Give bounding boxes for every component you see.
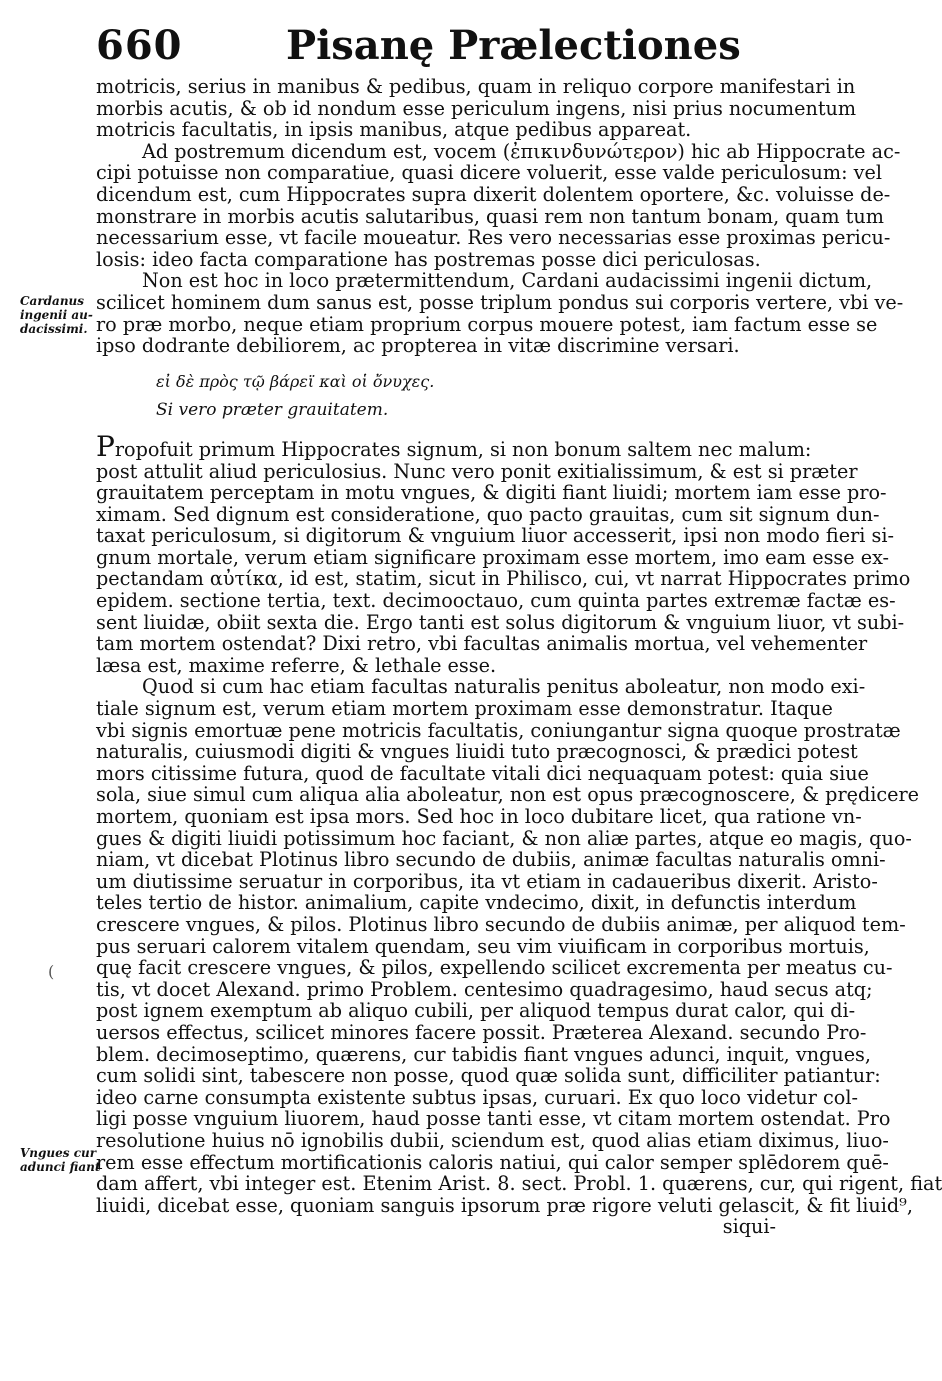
text-line: ipso dodrante debiliorem, ac propterea in vitæ discrimine versari. [96,334,740,358]
text-line: post ignem exemptum ab aliquo cubili, per aliquod tempus durat calor, qui di- [96,999,856,1023]
text-line: Non est hoc in loco prætermittendum, Cardani audacissimi ingenii dictum, [142,269,873,293]
text-line: pus seruari calorem vitalem quendam, seu vim viuificam in corporibus mortuis, [96,934,870,958]
text-line: rem esse effectum mortificationis caloris natiui, qui calor semper splēdorem quē- [96,1150,889,1174]
text-line: Quod si cum hac etiam facultas naturalis penitus aboleatur, non modo exi- [142,675,866,699]
text-line: ligi posse vnguium liuorem, haud posse tanti esse, vt citam mortem ostendat. Pro [96,1107,891,1131]
text-line: cum solidi sint, tabescere non posse, quod quæ solida sunt, difficiliter patiantur: [96,1064,881,1088]
text-line: tiale signum est, verum etiam mortem proximam esse demonstratur. Itaque [96,697,833,721]
paragraph-2 [96,139,901,271]
text-line: ro præ morbo, neque etiam proprium corpus mouere potest, iam factum esse se [96,312,878,336]
catchword: siqui- [722,1215,776,1239]
page-header [96,18,776,78]
text-line: scilicet hominem dum sanus est, posse triplum pondus sui corporis vertere, vbi ve- [96,290,904,314]
page-number: 660 [96,22,183,69]
text-line: mors citissime futura, quod de facultate vitali dici nequaquam potest: quia siue [96,761,869,785]
latin-lemma: Si vero præter grauitatem. [156,400,389,421]
paragraph-4 [96,429,911,677]
text-line: dicendum est, cum Hippocrates supra dixerit dolentem oportere, &c. voluisse de- [96,182,891,206]
text-line: cipi potuisse non comparatiue, quasi dicere voluerit, esse valde periculosum: vel [96,161,882,185]
text-line: resolutione huius nō ignobilis dubii, sciendum est, quod alias etiam diximus, liuo- [96,1128,889,1152]
margin-note-cardanus: Cardanus ingenii au-dacissimi. [20,294,93,336]
text-line: sola, siue simul cum aliqua alia aboleatur, non est opus præcognoscere, & prędicere [96,783,920,807]
stray-mark: ( [48,962,55,981]
text-line: epidem. sectione tertia, text. decimooctauo, cum quinta partes extremæ factæ es- [96,589,896,613]
text-line: naturalis, cuiusmodi digiti & vngues liuidi tuto præcognosci, & prædici potest [96,740,858,764]
text-line: ximam. Sed dignum est consideratione, quo pacto grauitas, cum sit signum dun- [96,502,880,526]
text-line: blem. decimoseptimo, quærens, cur tabidis fiant vngues adunci, inquit, vngues, [96,1042,872,1066]
text-line: mortem, quoniam est ipsa mors. Sed hoc in loco dubitare licet, qua ratione vn- [96,805,862,828]
text-line: niam, vt dicebat Plotinus libro secundo de dubiis, animæ facultas naturalis omni- [96,848,886,872]
text-line: Ad postremum dicendum est, vocem (ἐπικινδυνώτερον) hic ab Hippocrate ac- [142,139,901,163]
paragraph-5 [96,675,942,1217]
text-line-first [96,429,812,463]
main-text [96,75,942,1239]
drop-initial: P [96,429,115,463]
text-line: uersos effectus, scilicet minores facere possit. Præterea Alexand. secundo Pro- [96,1020,867,1044]
text-line: crescere vngues, & pilos. Plotinus libro secundo de dubiis animæ, per aliquod tem- [96,912,906,936]
text-line: motricis facultatis, in ipsis manibus, atque pedibus appareat. [96,118,692,142]
text-line: gues & digiti liuidi potissimum hoc faciant, & non aliæ partes, atque eo magis, quo- [96,826,912,850]
text-line: monstrare in morbis acutis salutaribus, quasi rem non tantum bonam, quam tum [96,204,884,228]
margin-note-vngues: Vngues cur adunci fiant [20,1146,101,1174]
text-line: losis: ideo facta comparatione has postremas posse dici periculosas. [96,247,761,271]
text-line: sent liuidæ, obiit sexta die. Ergo tanti est solus digitorum & vnguium liuor, vt subi- [96,610,905,634]
text-line: necessarium esse, vt facile moueatur. Res vero necessarias esse proximas pericu- [96,226,891,250]
text-line: ropofuit primum Hippocrates signum, si non bonum saltem nec malum: [114,437,812,461]
text-line: gnum mortale, verum etiam significare proximam esse mortem, imo eam esse ex- [96,545,890,569]
text-line: dam affert, vbi integer est. Etenim Arist. 8. sect. Probl. 1. quærens, cur, qui rigent, fiat [96,1172,942,1196]
text-line: um diutissime seruatur in corporibus, ita vt etiam in cadaueribus dixerit. Aristo- [96,869,878,893]
text-line: motricis, serius in manibus & pedibus, quam in reliquo corpore manifestari in [96,75,856,98]
running-title: Pisanę Prælectiones [286,22,741,69]
text-line: quę facit crescere vngues, & pilos, expellendo scilicet excrementa per meatus cu- [96,956,893,980]
text-line: ideo carne consumpta existente subtus ipsas, curuari. Ex quo loco videtur col- [96,1085,858,1109]
text-line: liuidi, dicebat esse, quoniam sanguis ipsorum præ rigore veluti gelascit, & fit liuid⁹, [96,1193,913,1217]
text-line: post attulit aliud periculosius. Nunc vero ponit exitialissimum, & est si præter [96,459,858,483]
text-line: taxat periculosum, si digitorum & vnguium liuor accesserit, ipsi non modo fieri si- [96,524,894,548]
paragraph-1 [96,75,857,142]
text-line: teles tertio de histor. animalium, capite vndecimo, dixit, in defunctis interdum [96,891,857,915]
text-line: grauitatem perceptam in motu vngues, & digiti fiant liuidi; mortem iam esse pro- [96,481,887,505]
paragraph-3 [96,269,904,358]
greek-lemma: εἰ δὲ πρὸς τῷ βάρεϊ καὶ οἱ ὄνυχες. [156,371,435,391]
text-line: pectandam αὐτίκα, id est, statim, sicut in Philisco, cui, vt narrat Hippocrates primo [96,567,911,591]
text-line: læsa est, maxime referre, & lethale esse. [96,653,497,677]
text-line: tam mortem ostendat? Dixi retro, vbi facultas animalis mortua, vel vehementer [96,632,868,656]
text-line: tis, vt docet Alexand. primo Problem. centesimo quadragesimo, haud secus atq; [96,977,873,1001]
text-line: morbis acutis, & ob id nondum esse periculum ingens, nisi prius nocumentum [96,96,857,120]
text-line: vbi signis emortuæ pene motricis facultatis, coniungantur signa quoque prostratæ [96,718,901,742]
